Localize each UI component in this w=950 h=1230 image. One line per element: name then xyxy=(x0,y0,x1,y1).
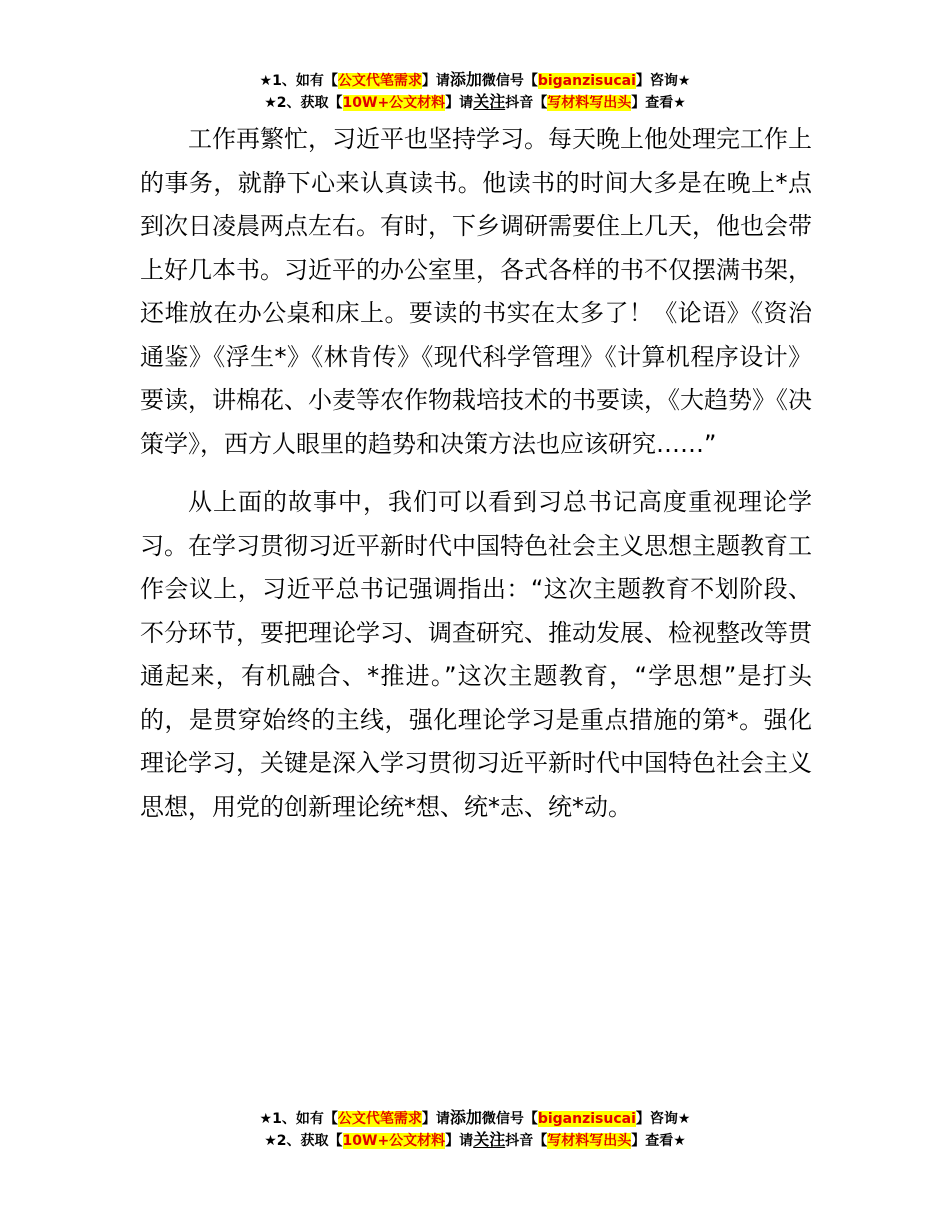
emphasis-text: 关注 xyxy=(473,92,506,111)
emphasis-text: 添加 xyxy=(449,1108,482,1127)
banner-text: ★2、获取【 xyxy=(264,1133,343,1149)
banner-line-1 xyxy=(0,1107,950,1129)
banner-line-2 xyxy=(0,1129,950,1151)
banner-text: 】查看★ xyxy=(631,1133,686,1149)
banner-line-2 xyxy=(0,91,950,113)
banner-text: 微信号【 xyxy=(481,73,538,89)
banner-text: 】请 xyxy=(421,1111,450,1127)
highlight-text: 10W+公文材料 xyxy=(342,1133,446,1149)
banner-text: 】请 xyxy=(421,73,450,89)
banner-text: 抖音【 xyxy=(505,95,548,111)
emphasis-text: 关注 xyxy=(473,1130,506,1149)
banner-text: 】请 xyxy=(445,95,474,111)
banner-text: ★1、如有【 xyxy=(259,1111,338,1127)
banner-text: 】咨询★ xyxy=(635,73,691,89)
highlight-text: 10W+公文材料 xyxy=(342,95,446,111)
paragraph: 工作再繁忙，习近平也坚持学习。每天晚上他处理完工作上的事务，就静下心来认真读书。他读书的时间大多是在晚上*点到次日凌晨两点左右。有时，下乡调研需要住上几天，他也会带上好几本书。习近平的办公室里，各式各样的书不仅摆满书架，还堆放在办公桌和床上。要读的书实在太多了！《论语》《资治通鉴》《浮生*》《林肯传》《现代科学管理》《计算机程序设计》要读，讲棉花、小麦等农作物栽培技术的书要读，《大趋势》《决策学》，西方人眼里的趋势和决策方法也应该研究……” xyxy=(140,125,812,458)
paragraph: 从上面的故事中，我们可以看到习总书记高度重视理论学习。在学习贯彻习近平新时代中国特色社会主义思想主题教育工作会议上，习近平总书记强调指出：“这次主题教育不划阶段、不分环节，要把理论学习、调查研究、推动发展、检视整改等贯通起来，有机融合、*推进。”这次主题教育，“学思想”是打头的，是贯穿始终的主线，强化理论学习是重点措施的第*。强化理论学习，关键是深入学习贯彻习近平新时代中国特色社会主义思想，用党的创新理论统*想、统*志、统*动。 xyxy=(140,488,812,821)
highlight-text: 公文代笔需求 xyxy=(337,73,422,89)
douyin-account: 写材料写出头 xyxy=(547,1133,632,1149)
banner-text: ★2、获取【 xyxy=(264,95,343,111)
banner-text: 】请 xyxy=(445,1133,474,1149)
banner-text: 微信号【 xyxy=(481,1111,538,1127)
banner-text: 】查看★ xyxy=(631,95,686,111)
banner-text: 】咨询★ xyxy=(635,1111,691,1127)
banner-text: ★1、如有【 xyxy=(259,73,338,89)
banner-text: 抖音【 xyxy=(505,1133,548,1149)
highlight-text: 公文代笔需求 xyxy=(337,1111,422,1127)
wechat-id: biganzisucai xyxy=(537,73,636,89)
banner-line-1 xyxy=(0,69,950,91)
footer-banner xyxy=(0,1107,950,1151)
douyin-account: 写材料写出头 xyxy=(547,95,632,111)
wechat-id: biganzisucai xyxy=(537,1111,636,1127)
header-banner xyxy=(0,69,950,113)
document-body xyxy=(140,118,812,829)
emphasis-text: 添加 xyxy=(449,70,482,89)
